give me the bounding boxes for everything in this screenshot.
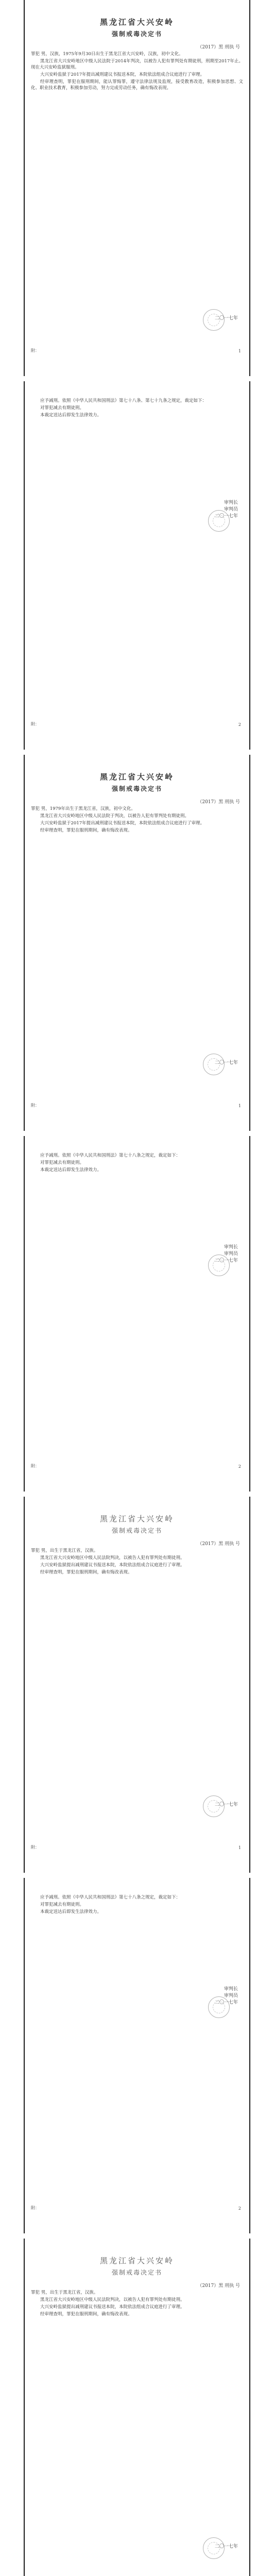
signature-block: 审判长 审判员 二〇一七年	[214, 1245, 238, 1263]
paragraph: 本裁定送达后即发生法律效力。	[40, 1167, 102, 1173]
paragraph: 应予减刑。依照《中华人民共和国刑法》第七十八条之规定，裁定如下：	[40, 1153, 181, 1158]
page-number: 2	[238, 722, 241, 727]
page-edge-left	[24, 2239, 25, 2576]
page-6	[0, 1878, 274, 2233]
page-5	[0, 1497, 274, 1873]
page-footer: 附：	[31, 722, 39, 726]
paragraph: 罪犯 男，1979年出生于黑龙江省，汉族，初中文化。	[31, 806, 135, 811]
page-edge-right	[249, 1878, 250, 2233]
case-number: （2017）黑 刑执 号	[197, 800, 240, 805]
page-edge-right	[249, 1136, 250, 1492]
page-number: 1	[238, 1104, 241, 1108]
document-title: 黑龙江省大兴安岭	[99, 772, 174, 782]
page-4	[0, 1136, 274, 1492]
page-edge-left	[24, 755, 25, 1131]
paragraph: 应予减刑。依照《中华人民共和国刑法》第七十八条、第七十九条之规定，裁定如下：	[40, 398, 207, 403]
page-edge-right	[249, 755, 250, 1131]
page-number: 1	[238, 349, 241, 353]
paragraph: 黑龙江省大兴安岭地区中级人民法院判决，以被告人犯有罪判处有期徒刑。	[40, 2297, 185, 2302]
case-number: （2017）黑 刑执 号	[197, 1541, 240, 1547]
page-footer: 附：	[31, 1845, 39, 1850]
page-edge-right	[249, 1497, 250, 1873]
document-subtitle: 强制戒毒决定书	[111, 2269, 162, 2276]
page-number: 2	[238, 2206, 241, 2211]
page-edge-left	[24, 381, 25, 750]
body-text	[31, 51, 243, 91]
signature-date: 二〇一七年	[214, 2544, 238, 2549]
page-edge-left	[24, 1497, 25, 1873]
signature-date: 二〇一七年	[214, 316, 238, 321]
document-title: 黑龙江省大兴安岭	[99, 2256, 174, 2265]
paragraph: 大兴安岭监狱于2017年提出减刑建议书报送本院，本院依法组成合议庭进行了审理。	[40, 72, 205, 77]
paragraph: 经审理查明，罪犯在服刑期间，确有悔改表现。	[40, 1570, 132, 1575]
paragraph: 黑龙江省大兴安岭地区中级人民法院判决，以被告人犯有罪判处有期徒刑。	[40, 1555, 185, 1561]
document-title: 黑龙江省大兴安岭	[99, 18, 174, 27]
page-3	[0, 755, 274, 1131]
document-title: 黑龙江省大兴安岭	[99, 1514, 174, 1523]
page-2	[0, 381, 274, 750]
paragraph: 对罪犯减去有期徒刑。	[40, 1902, 84, 1907]
document-subtitle: 强制戒毒决定书	[111, 785, 162, 792]
paragraph: 黑龙江省大兴安岭地区中级人民法院于判决，以被告人犯有罪判处有期徒刑。	[40, 814, 190, 819]
page-number: 2	[238, 1464, 241, 1469]
paragraph: 大兴安岭监狱提出减刑建议书报送本院，本院依法组成合议庭进行了审理。	[40, 1563, 185, 1568]
signature-block: 审判长 审判员 二〇一七年	[214, 500, 238, 519]
paragraph: 大兴安岭监狱于2017年提出减刑建议书报送本院，本院依法组成合议庭进行了审理。	[40, 821, 205, 826]
page-edge-right	[249, 0, 250, 376]
case-number: （2017）黑 刑执 号	[197, 2283, 240, 2289]
page-1	[0, 0, 274, 376]
document-subtitle: 强制戒毒决定书	[111, 30, 162, 38]
paragraph: 应予减刑。依照《中华人民共和国刑法》第七十八条之规定，裁定如下：	[40, 1895, 181, 1900]
signature-block: 审判长 审判员 二〇一七年	[214, 1987, 238, 2005]
paragraph: 罪犯 男，出生于黑龙江省，汉族。	[31, 2290, 98, 2295]
paragraph: 本裁定送达后即发生法律效力。	[40, 1909, 102, 1914]
page-footer: 附：	[31, 1103, 39, 1108]
signature-date: 二〇一七年	[214, 1060, 238, 1065]
page-footer: 附：	[31, 348, 39, 353]
paragraph: 经审理查明，罪犯在服刑期间，确有悔改表现。	[40, 2312, 132, 2317]
page-edge-right	[249, 2239, 250, 2576]
page-number: 1	[238, 1845, 241, 1850]
page-footer: 附：	[31, 1464, 39, 1468]
page-edge-right	[249, 381, 250, 750]
paragraph: 黑龙江省大兴安岭地区中级人民法院于2014年判决，以被告人犯有罪判处有期徒刑，刑期至2017年止。现在大兴安岭监狱服刑。	[31, 59, 243, 70]
case-number: （2017）黑 刑执 号	[197, 45, 240, 50]
paragraph: 罪犯 男，汉族，1975年9月30日出生于黑龙江省大兴安岭，汉族，初中文化。	[31, 52, 183, 57]
paragraph: 对罪犯减去有期徒刑。	[40, 1160, 84, 1165]
page-edge-left	[24, 1136, 25, 1492]
page-edge-left	[24, 1878, 25, 2233]
paragraph: 对罪犯减去有期徒刑。	[40, 405, 84, 411]
page-7	[0, 2239, 274, 2576]
paragraph: 本裁定送达后即发生法律效力。	[40, 413, 102, 418]
paragraph: 大兴安岭监狱提出减刑建议书报送本院，本院依法组成合议庭进行了审理。	[40, 2304, 185, 2310]
signature-date: 二〇一七年	[214, 1802, 238, 1807]
page-edge-left	[24, 0, 25, 376]
page-footer: 附：	[31, 2206, 39, 2210]
paragraph: 经审理查明，罪犯在服刑期间，能认罪悔罪，遵守法律法规及监规，接受教育改造，积极参加思想、文化、职业技术教育，积极参加劳动，努力完成劳动任务，确有悔改表现。	[31, 79, 243, 91]
paragraph: 罪犯 男，出生于黑龙江省，汉族。	[31, 1548, 98, 1553]
paragraph: 经审理查明，罪犯在服刑期间，确有悔改表现。	[40, 828, 132, 833]
document-subtitle: 强制戒毒决定书	[111, 1527, 162, 1534]
